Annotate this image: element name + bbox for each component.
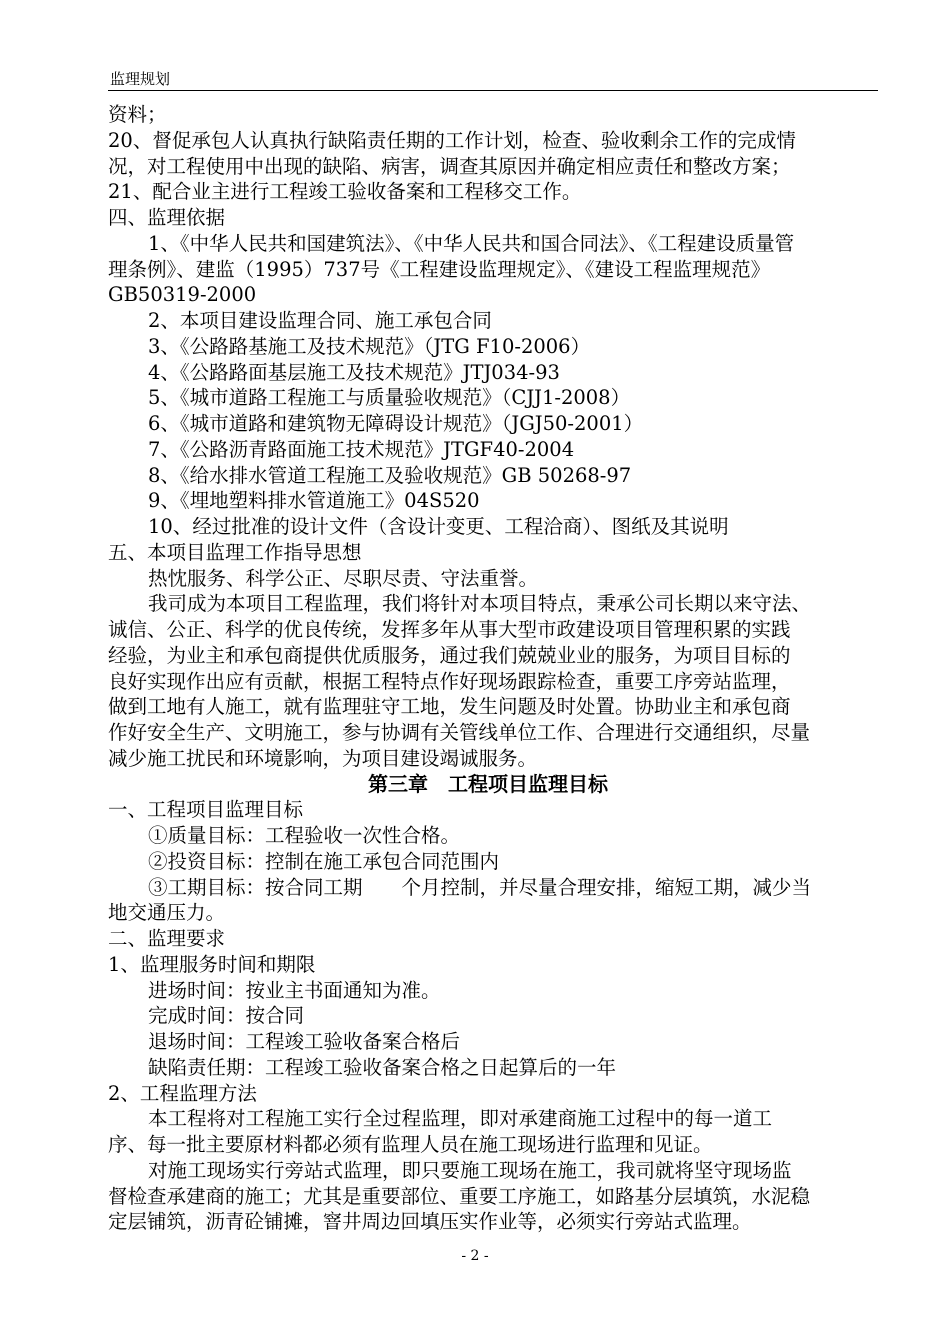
text-line: 3、《公路路基施工及技术规范》（JTG F10-2006） <box>148 334 591 358</box>
text-line: 10、经过批准的设计文件（含设计变更、工程洽商）、图纸及其说明 <box>148 515 729 538</box>
text-line: 2、本项目建设监理合同、施工承包合同 <box>148 309 492 332</box>
text-line: 7、《公路沥青路面施工技术规范》JTGF40-2004 <box>148 437 575 461</box>
text-line: 五、本项目监理工作指导思想 <box>108 540 362 564</box>
text-line: 5、《城市道路工程施工与质量验收规范》（CJJ1-2008） <box>148 386 631 410</box>
text-line: 减少施工扰民和环境影响，为项目建设竭诚服务。 <box>108 746 538 770</box>
text-line: ②投资目标：控制在施工承包合同范围内 <box>148 849 500 873</box>
text-line: 9、《埋地塑料排水管道施工》04S520 <box>148 489 480 513</box>
text-line: 对施工现场实行旁站式监理，即只要施工现场在施工，我司就将坚守现场监 <box>148 1158 792 1182</box>
chapter-heading: 第三章 工程项目监理目标 <box>368 771 608 796</box>
text-line: 序、每一批主要原材料都必须有监理人员在施工现场进行监理和见证。 <box>108 1133 713 1156</box>
text-line: GB50319-2000 <box>108 283 257 307</box>
text-line: 2、工程监理方法 <box>108 1081 257 1105</box>
text-line: 8、《给水排水管道工程施工及验收规范》GB 50268-97 <box>148 463 632 487</box>
text-line: 退场时间：工程竣工验收备案合格后 <box>148 1030 461 1053</box>
text-line: 良好实现作出应有贡献，根据工程特点作好现场跟踪检查，重要工序旁站监理， <box>108 669 791 693</box>
text-line: 缺陷责任期：工程竣工验收备案合格之日起算后的一年 <box>148 1055 617 1079</box>
text-line: 四、监理依据 <box>108 206 226 229</box>
text-line: 20、督促承包人认真执行缺陷责任期的工作计划，检查、验收剩余工作的完成情 <box>108 128 796 152</box>
text-line: 4、《公路路面基层施工及技术规范》JTJ034-93 <box>148 360 560 384</box>
text-line: 我司成为本项目工程监理，我们将针对本项目特点，秉承公司长期以来守法、 <box>148 592 812 616</box>
text-line: 本工程将对工程施工实行全过程监理，即对承建商施工过程中的每一道工 <box>148 1107 773 1131</box>
text-line: 二、监理要求 <box>108 927 226 950</box>
text-line: 定层铺筑，沥青砼铺摊，窨井周边回填压实作业等，必须实行旁站式监理。 <box>108 1210 752 1234</box>
page-number: - 2 - <box>461 1248 489 1264</box>
text-line: 督检查承建商的施工；尤其是重要部位、重要工序施工，如路基分层填筑，水泥稳 <box>108 1184 811 1208</box>
text-line: ③工期目标：按合同工期 个月控制，并尽量合理安排，缩短工期，减少当 <box>148 875 812 899</box>
text-line: 1、监理服务时间和期限 <box>108 952 316 976</box>
text-line: 1、《中华人民共和国建筑法》、《中华人民共和国合同法》、《工程建设质量管 <box>148 231 795 255</box>
text-line: 进场时间：按业主书面通知为准。 <box>148 978 441 1002</box>
text-line: 况，对工程使用中出现的缺陷、病害，调查其原因并确定相应责任和整改方案； <box>108 154 791 178</box>
text-line: 热忱服务、科学公正、尽职尽责、守法重誉。 <box>148 566 539 590</box>
header-title: 监理规划 <box>110 70 171 88</box>
text-line: 21、配合业主进行工程竣工验收备案和工程移交工作。 <box>108 180 582 204</box>
text-line: 一、工程项目监理目标 <box>108 798 304 822</box>
text-line: 资料； <box>108 103 167 126</box>
text-line: 完成时间：按合同 <box>148 1004 305 1028</box>
text-line: 诚信、公正、科学的优良传统，发挥多年从事大型市政建设项目管理积累的实践 <box>108 618 791 641</box>
text-line: 地交通压力。 <box>108 901 226 925</box>
text-line: 作好安全生产、文明施工，参与协调有关管线单位工作、合理进行交通组织，尽量 <box>108 721 811 744</box>
text-line: 6、《城市道路和建筑物无障碍设计规范》（JGJ50-2001） <box>148 412 644 435</box>
document-body <box>108 102 888 1235</box>
text-line: 理条例》、建监（1995）737号《工程建设监理规定》、《建设工程监理规范》 <box>108 257 771 281</box>
text-line: 经验，为业主和承包商提供优质服务，通过我们兢兢业业的服务，为项目目标的 <box>108 643 791 667</box>
page-header <box>108 68 878 91</box>
text-line: ①质量目标：工程验收一次性合格。 <box>148 824 461 847</box>
text-line: 做到工地有人施工，就有监理驻守工地，发生问题及时处置。协助业主和承包商 <box>108 695 791 719</box>
